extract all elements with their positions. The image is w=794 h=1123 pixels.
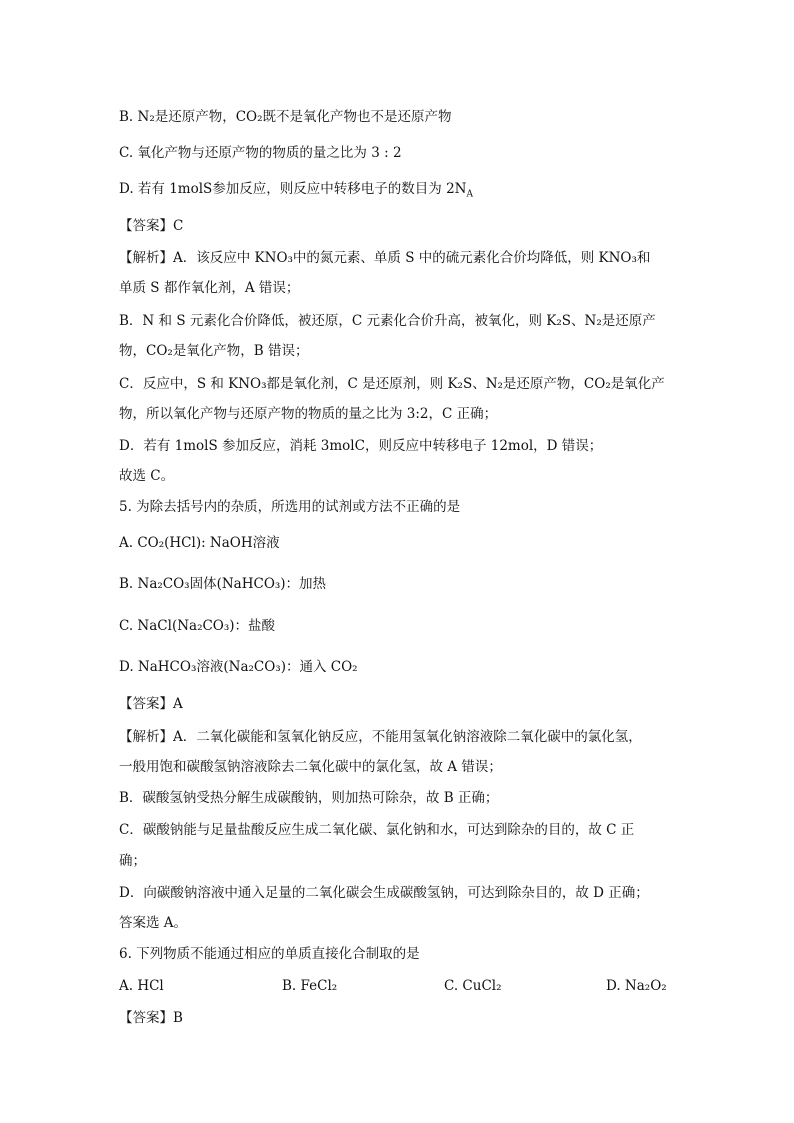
q5-analysis-line: D．向碳酸钠溶液中通入足量的二氧化碳会生成碳酸氢钠，可达到除杂目的，故 D 正确； [119,885,649,901]
q4-analysis-line: D．若有 1molS 参加反应，消耗 3molC，则反应中转移电子 12mol，D 错误； [119,438,603,454]
q4-analysis-line: 故选 C。 [119,468,175,484]
q4-option-d-text: D. 若有 1molS参加反应，则反应中转移电子的数目为 2N [119,181,467,197]
q6-stem: 6. 下列物质不能通过相应的单质直接化合制取的是 [119,946,420,962]
q4-option-b: B. N₂是还原产物，CO₂既不是氧化产物也不是还原产物 [119,109,452,125]
q4-analysis-line: C．反应中，S 和 KNO₃都是氧化剂，C 是还原剂，则 K₂S、N₂是还原产物，CO₂是氧化产 [119,376,665,392]
q4-analysis-line: 单质 S 都作氧化剂，A 错误； [119,280,300,296]
q6-option-a: A. HCl [119,978,164,994]
q5-analysis-line: B．碳酸氢钠受热分解生成碳酸钠，则加热可除杂，故 B 正确； [119,790,499,806]
q5-answer: 【答案】A [119,696,183,712]
q4-analysis-line: 物，所以氧化产物与还原产物的物质的量之比为 3:2，C 正确； [119,406,498,422]
q4-option-c: C. 氧化产物与还原产物的物质的量之比为 3 : 2 [119,145,402,161]
q5-analysis-line: 确； [119,853,146,869]
q4-analysis-line: 物，CO₂是氧化产物，B 错误； [119,343,309,359]
q4-analysis-line: 【解析】A．该反应中 KNO₃中的氮元素、单质 S 中的硫元素化合价均降低，则 KNO₃和 [119,250,651,266]
q6-option-d: D. Na₂O₂ [606,978,667,994]
q4-answer: 【答案】C [119,218,184,234]
q5-analysis-line: C．碳酸钠能与足量盐酸反应生成二氧化碳、氯化钠和水，可达到除杂的目的，故 C 正 [119,822,635,838]
q6-option-c: C. CuCl₂ [444,978,502,994]
q5-analysis-line: 【解析】A．二氧化碳能和氢氧化钠反应，不能用氢氧化钠溶液除二氧化碳中的氯化氢， [119,729,642,745]
q4-option-d [119,179,473,205]
q5-analysis-line: 答案选 A。 [119,915,188,931]
q5-option-a: A. CO₂(HCl): NaOH溶液 [119,535,280,551]
q4-analysis-line: B．N 和 S 元素化合价降低，被还原，C 元素化合价升高，被氧化，则 K₂S、N₂是还原产 [119,313,656,329]
q6-option-b: B. FeCl₂ [282,978,338,994]
q5-option-b: B. Na₂CO₃固体(NaHCO₃)：加热 [119,576,327,592]
q4-option-d-subscript: A [466,189,473,200]
q6-answer: 【答案】B [119,1010,183,1026]
q5-option-c: C. NaCl(Na₂CO₃)：盐酸 [119,618,276,634]
q5-stem: 5. 为除去括号内的杂质，所选用的试剂或方法不正确的是 [119,499,461,515]
q5-option-d: D. NaHCO₃溶液(Na₂CO₃)：通入 CO₂ [119,659,358,675]
q5-analysis-line: 一般用饱和碳酸氢钠溶液除去二氧化碳中的氯化氢，故 A 错误； [119,759,502,775]
